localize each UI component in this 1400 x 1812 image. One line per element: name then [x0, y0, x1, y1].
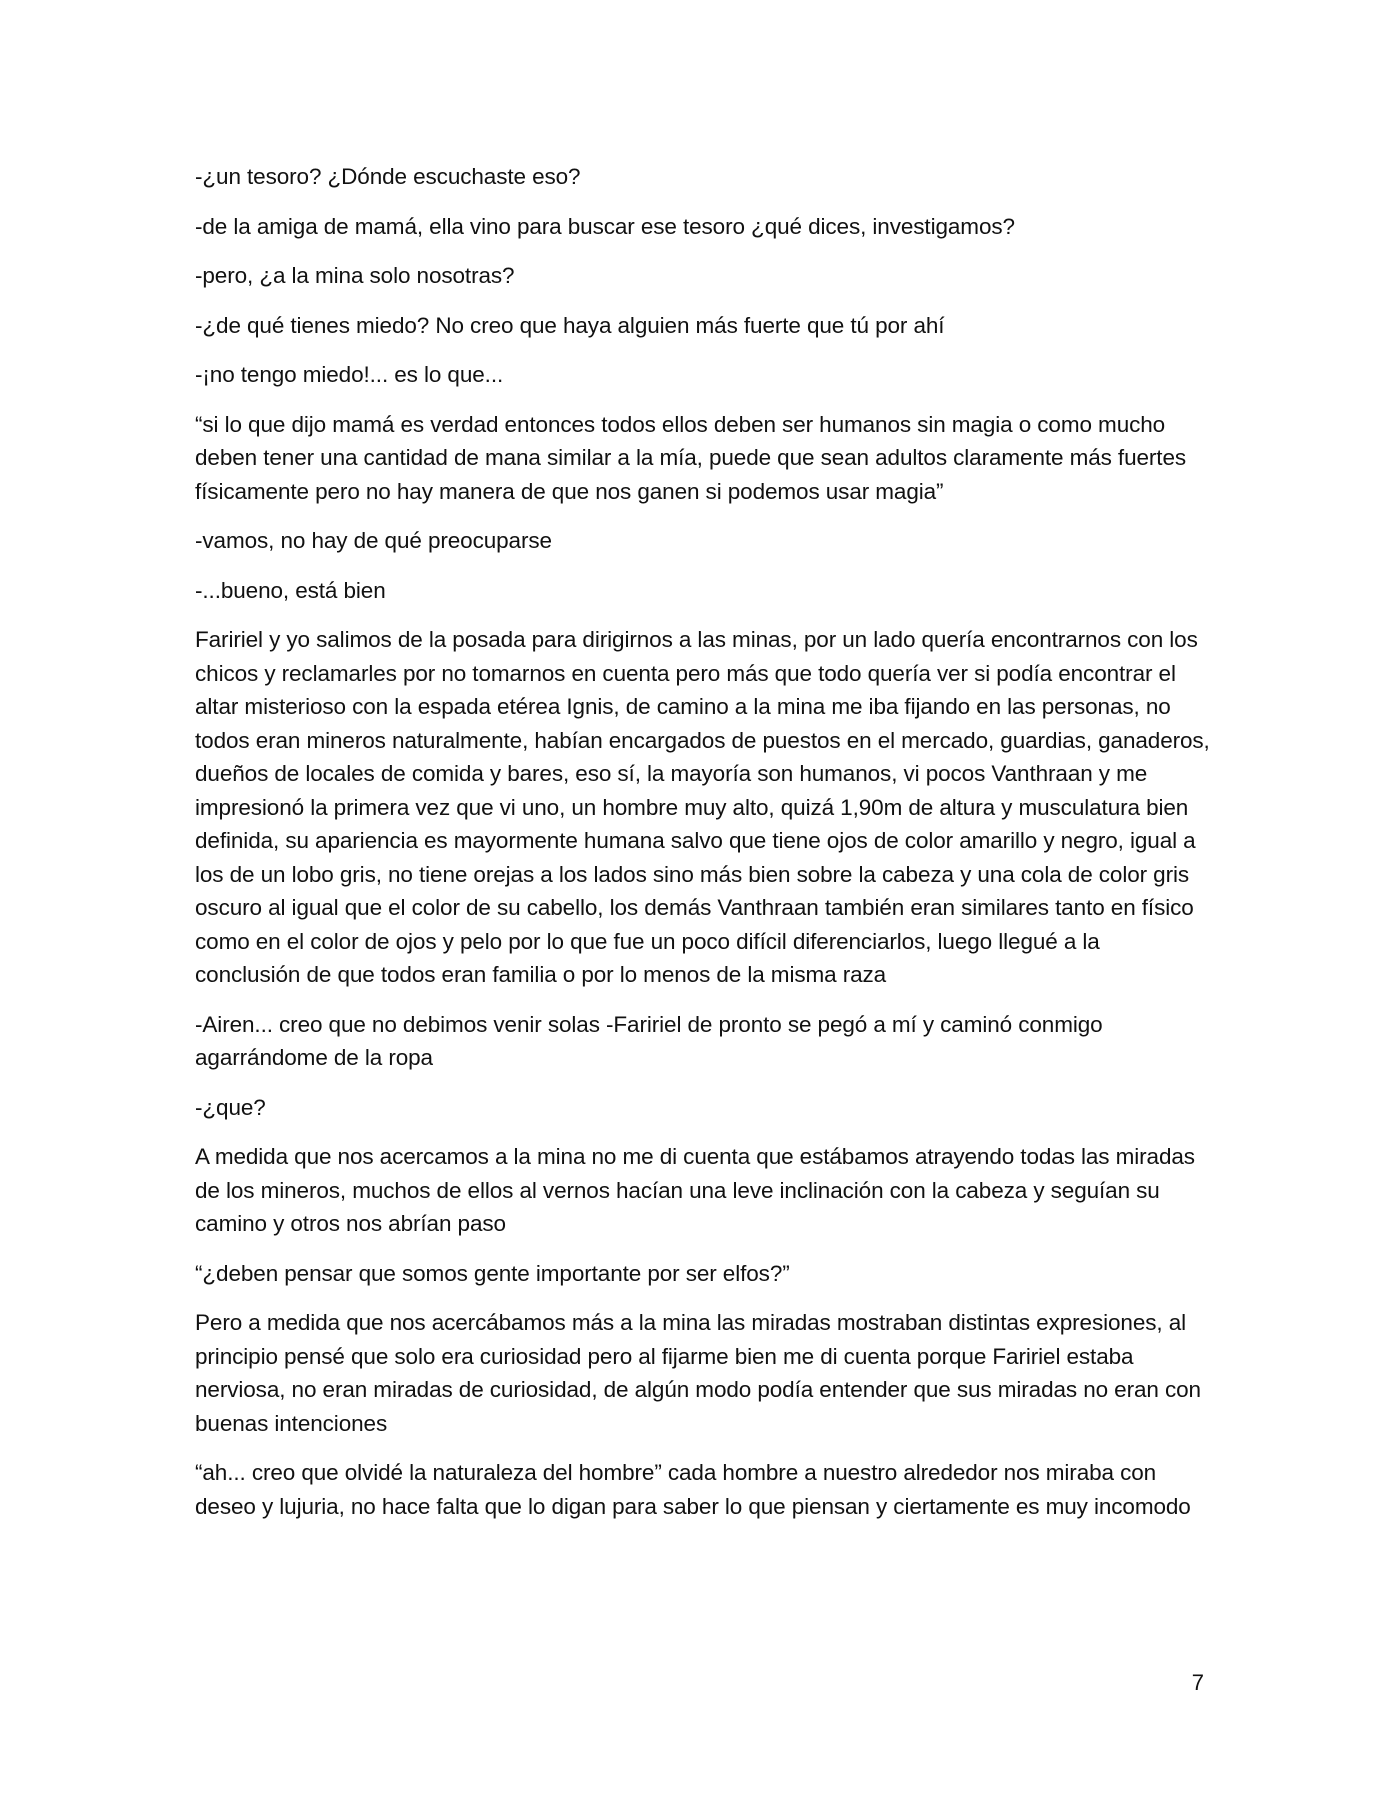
paragraph: -¿que?: [195, 1094, 266, 1120]
paragraph: “¿deben pensar que somos gente importante por ser elfos?”: [195, 1260, 790, 1286]
paragraph: -¡no tengo miedo!... es lo que...: [195, 362, 504, 387]
paragraph: -¿un tesoro? ¿Dónde escuchaste eso?: [195, 164, 581, 189]
paragraph: -de la amiga de mamá, ella vino para buscar ese tesoro ¿qué dices, investigamos?: [195, 213, 1015, 239]
page-number: 7: [1191, 1670, 1204, 1695]
page-body: [195, 160, 1210, 1539]
paragraph: -vamos, no hay de qué preocuparse: [195, 528, 552, 553]
paragraph: -¿de qué tienes miedo? No creo que haya alguien más fuerte que tú por ahí: [195, 312, 945, 338]
paragraph: “ah... creo que olvidé la naturaleza del hombre” cada hombre a nuestro alrededor nos miraba con deseo y lujuria, no hace falta que lo digan para saber lo que piensan y ciertamente es muy incomodo: [195, 1460, 1191, 1519]
paragraph: -...bueno, está bien: [195, 577, 386, 603]
paragraph: -pero, ¿a la mina solo nosotras?: [195, 263, 515, 288]
paragraph: “si lo que dijo mamá es verdad entonces todos ellos deben ser humanos sin magia o como mucho deben tener una cantidad de mana similar a la mía, puede que sean adultos claramente más fuertes físicamente pero no hay manera de que nos ganen si podemos usar magia”: [195, 411, 1187, 504]
paragraph: A medida que nos acercamos a la mina no me di cuenta que estábamos atrayendo todas las miradas de los mineros, muchos de ellos al vernos hacían una leve inclinación con la cabeza y seguían su camino y otros nos abrían paso: [195, 1144, 1195, 1236]
paragraph: -Airen... creo que no debimos venir solas -Faririel de pronto se pegó a mí y caminó conmigo agarrándome de la ropa: [195, 1011, 1103, 1070]
paragraph: Pero a medida que nos acercábamos más a la mina las miradas mostraban distintas expresiones, al principio pensé que solo era curiosidad pero al fijarme bien me di cuenta porque Faririel estaba nerviosa, no eran miradas de curiosidad, de algún modo podía entender que sus miradas no eran con buenas intenciones: [195, 1310, 1201, 1436]
paragraph: Faririel y yo salimos de la posada para dirigirnos a las minas, por un lado quería encontrarnos con los chicos y reclamarles por no tomarnos en cuenta pero más que todo quería ver si podía encontrar el altar misterioso con la espada etérea Ignis, de camino a la mina me iba fijando en las personas, no todos eran mineros naturalmente, habían encargados de puestos en el mercado, guardias, ganaderos, dueños de locales de comida y bares, eso sí, la mayoría son humanos, vi pocos Vanthraan y me impresionó la primera vez que vi uno, un hombre muy alto, quizá 1,90m de altura y musculatura bien definida, su apariencia es mayormente humana salvo que tiene ojos de color amarillo y negro, igual a los de un lobo gris, no tiene orejas a los lados sino más bien sobre la cabeza y una cola de color gris oscuro al igual que el color de su cabello, los demás Vanthraan también eran similares tanto en físico como en el color de ojos y pelo por lo que fue un poco difícil diferenciarlos, luego llegué a la conclusión de que todos eran familia o por lo menos de la misma raza: [195, 627, 1210, 987]
